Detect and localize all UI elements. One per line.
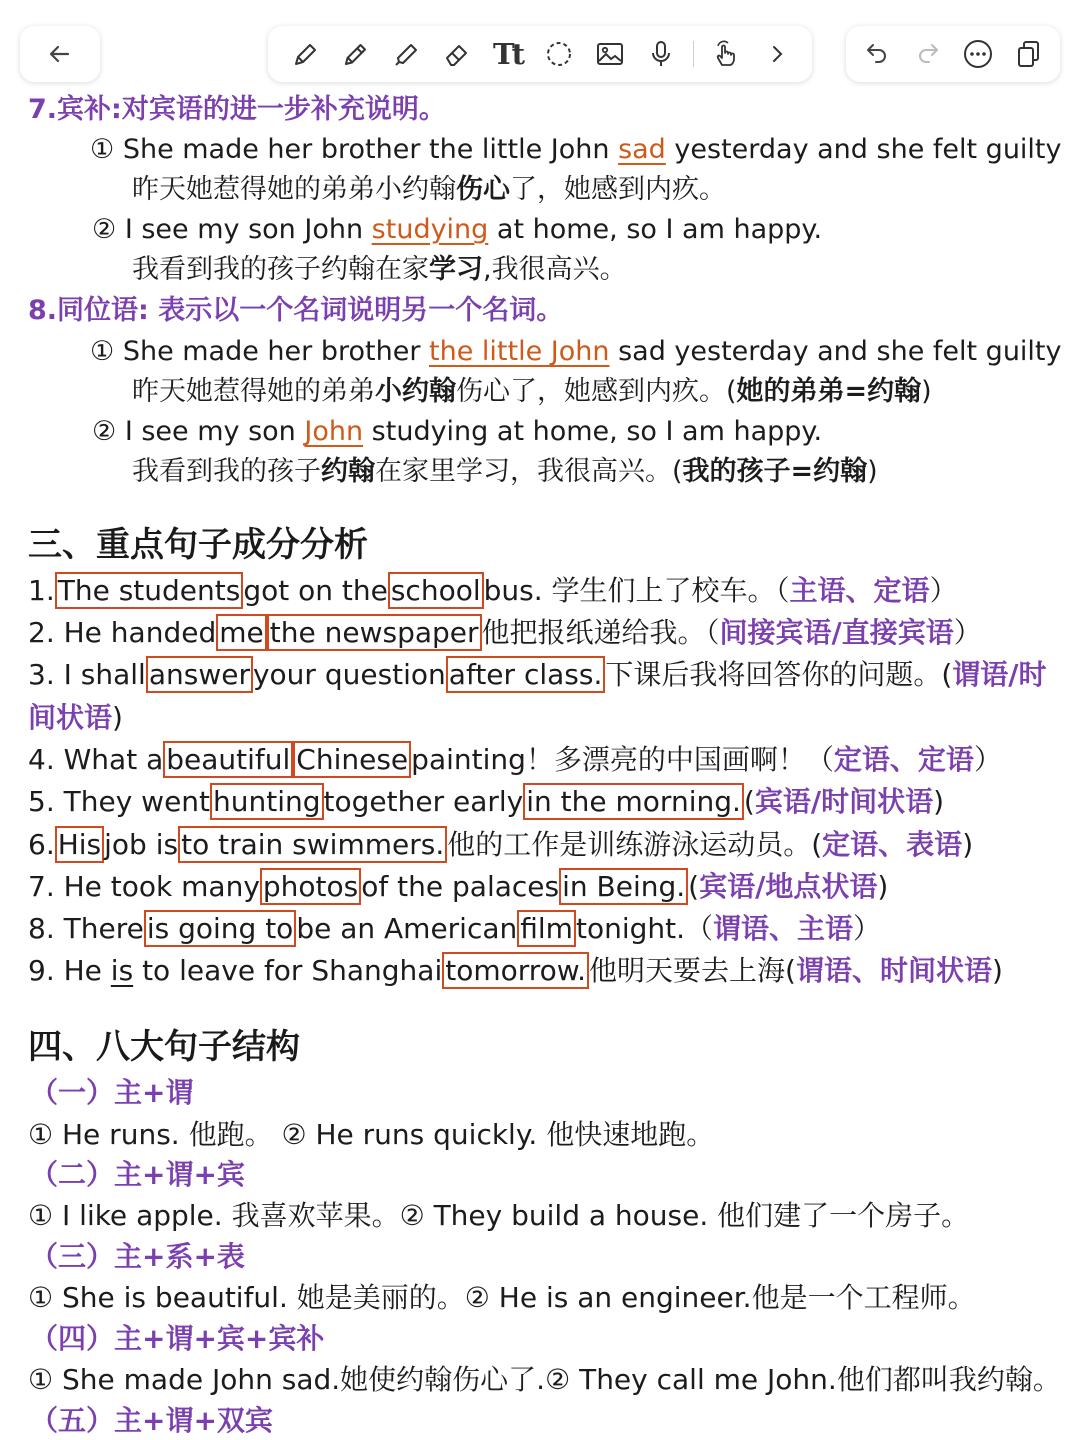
row-text: to leave for Shanghai [133, 954, 443, 987]
highlighter-icon [390, 38, 422, 70]
answer-label: 主语、定语 [789, 574, 930, 607]
underlined-word: sad [618, 134, 666, 165]
circled-number: ① [90, 336, 115, 367]
boxed-phrase: is going to [144, 910, 296, 947]
example-text: sad yesterday and she felt guilty [609, 336, 1062, 367]
example-text: She made her brother [122, 336, 430, 367]
touch-tool[interactable] [707, 35, 745, 73]
translation-bold: 约翰 [321, 456, 375, 487]
example-text: I see my son [124, 416, 305, 447]
pen-tool[interactable] [285, 35, 323, 73]
answer-label: 定语、表语 [822, 828, 963, 861]
row-text: ） [853, 912, 882, 945]
row-text: 4. What a [28, 743, 164, 776]
row-text: job is [104, 828, 179, 861]
chevron-right-icon [765, 42, 789, 66]
s7-example-2 [92, 216, 822, 243]
boxed-phrase: the newspaper [267, 614, 482, 651]
underlined-word: is [110, 954, 134, 987]
row-text: ) [877, 870, 889, 903]
row-text: ) [112, 701, 123, 734]
analysis-row-7 [28, 870, 889, 903]
translation-note: 她的弟弟=约翰 [736, 376, 922, 407]
undo-icon [863, 40, 891, 68]
row-text: 下课后我将回答你的问题。( [605, 658, 953, 691]
section8-title: 8.同位语: 表示以一个名词说明另一个名词。 [28, 295, 564, 326]
redo-icon [914, 40, 942, 68]
boxed-phrase: after class. [446, 656, 606, 693]
structure-2-title: （二）主+谓+宾 [30, 1158, 245, 1191]
boxed-phrase: hunting [210, 783, 324, 820]
row-text: 3. I shall [28, 658, 146, 691]
translation-text: 昨天她惹得她的弟弟小约翰 [132, 174, 456, 205]
row-text: ( [743, 785, 755, 818]
row-text: 他把报纸递给我。（ [481, 616, 720, 649]
more-button[interactable] [959, 35, 997, 73]
translation-bold: 小约翰 [375, 376, 456, 407]
more-icon [962, 38, 994, 70]
section7-title: 7.宾补:对宾语的进一步补充说明。 [28, 94, 446, 125]
s7-example-1 [90, 136, 1062, 163]
pen-icon [288, 38, 320, 70]
structure-4-title: （四）主+谓+宾+宾补 [30, 1322, 325, 1355]
translation-text: 了，她感到内疚。 [510, 174, 726, 205]
s8-example-1 [90, 338, 1062, 365]
boxed-phrase: beautiful [163, 741, 293, 778]
example-text: She made her brother the little John [122, 134, 619, 165]
row-text: be an American [296, 912, 518, 945]
circled-number: ② [92, 416, 117, 447]
toolbar [0, 0, 1080, 92]
arrow-left-icon [46, 40, 74, 68]
translation-text: 我看到我的孩子 [132, 456, 321, 487]
row-text: 5. They went [28, 785, 211, 818]
text-format-icon: Tt [493, 37, 522, 71]
undo-button[interactable] [858, 35, 896, 73]
structure-3-title: （三）主+系+表 [30, 1240, 245, 1273]
analysis-row-3-cont [28, 701, 123, 734]
row-text: of the palaces [361, 870, 560, 903]
structure-3-examples: ① She is beautiful. 她是美丽的。② He is an engineer.他是一个工程师。 [28, 1281, 976, 1314]
s8-translation-2 [132, 458, 878, 485]
structure-1-examples: ① He runs. 他跑。 ② He runs quickly. 他快速地跑。 [28, 1118, 715, 1151]
lasso-icon [543, 38, 575, 70]
translation-text: ) [921, 376, 932, 407]
row-text: 2. He handed [28, 616, 217, 649]
boxed-phrase: tomorrow. [442, 952, 589, 989]
microphone-icon [645, 38, 677, 70]
translation-text: 我看到我的孩子约翰在家 [132, 254, 429, 285]
structure-2-examples: ① I like apple. 我喜欢苹果。② They build a house. 他们建了一个房子。 [28, 1199, 970, 1232]
toolbar-separator [693, 41, 694, 67]
row-text: ) [991, 954, 1003, 987]
pencil-tool[interactable] [336, 35, 374, 73]
translation-text: 伤心了，她感到内疚。( [456, 376, 737, 407]
structure-1-title: （一）主+谓 [30, 1076, 194, 1109]
circled-number: ① [90, 134, 115, 165]
row-text: got on the [243, 574, 388, 607]
answer-label: 间接宾语/直接宾语 [719, 616, 954, 649]
section3-heading: 三、重点句子成分分析 [28, 525, 368, 565]
translation-note: 我的孩子=约翰 [682, 456, 868, 487]
s8-example-2 [92, 418, 822, 445]
lasso-tool[interactable] [540, 35, 578, 73]
row-text: 他明天要去上海( [589, 954, 796, 987]
translation-text: 在家里学习，我很高兴。( [375, 456, 683, 487]
answer-label: 间状语 [28, 701, 113, 734]
section4-heading: 四、八大句子结构 [28, 1027, 300, 1067]
underlined-word: studying [371, 214, 489, 245]
analysis-row-3 [28, 658, 1047, 691]
row-text: 8. There [28, 912, 144, 945]
back-button-container [20, 26, 100, 82]
touch-hand-icon [710, 38, 742, 70]
image-icon [594, 38, 626, 70]
example-text: yesterday and she felt guilty [665, 134, 1062, 165]
analysis-row-8 [28, 912, 882, 945]
boxed-phrase: Chinese [293, 741, 411, 778]
translation-text: ,我很高兴。 [483, 254, 627, 285]
drawing-tools [268, 26, 812, 82]
circled-number: ② [92, 214, 117, 245]
answer-label: 谓语、主语 [713, 912, 854, 945]
underlined-word: John [304, 416, 364, 447]
translation-bold: 学习 [429, 254, 483, 285]
example-text: I see my son John [124, 214, 372, 245]
row-text: 6. [28, 828, 55, 861]
boxed-phrase: in Being. [559, 868, 688, 905]
more-tools-button[interactable] [758, 35, 796, 73]
boxed-phrase: me [216, 614, 267, 651]
boxed-phrase: photos [260, 868, 361, 905]
boxed-phrase: to train swimmers. [178, 826, 447, 863]
answer-label: 谓语、时间状语 [795, 954, 992, 987]
answer-label: 宾语/时间状语 [754, 785, 934, 818]
row-text: painting！多漂亮的中国画啊！（ [411, 743, 834, 776]
row-text: ） [929, 574, 958, 607]
eraser-icon [441, 38, 473, 70]
answer-label: 定语、定语 [833, 743, 974, 776]
answer-label: 宾语/地点状语 [699, 870, 878, 903]
analysis-row-9 [28, 954, 1003, 987]
translation-text: 昨天她惹得她的弟弟 [132, 376, 375, 407]
analysis-row-2 [28, 616, 982, 649]
example-text: studying at home, so I am happy. [363, 416, 823, 447]
translation-text: ) [867, 456, 878, 487]
s7-translation-1 [132, 176, 726, 203]
eraser-tool[interactable] [438, 35, 476, 73]
boxed-phrase: school [388, 572, 484, 609]
translation-bold: 伤心 [456, 174, 510, 205]
s7-translation-2 [132, 256, 627, 283]
boxed-phrase: in the morning. [523, 783, 744, 820]
row-text: 9. He [28, 954, 111, 987]
pencil-icon [339, 38, 371, 70]
s8-translation-1 [132, 378, 932, 405]
structure-5-title: （五）主+谓+双宾 [30, 1404, 273, 1437]
highlighter-tool[interactable] [387, 35, 425, 73]
boxed-phrase: His [55, 826, 104, 863]
text-tool[interactable] [489, 35, 527, 73]
redo-button[interactable] [909, 35, 947, 73]
row-text: ) [933, 785, 945, 818]
analysis-row-5 [28, 785, 945, 818]
row-text: together early [323, 785, 524, 818]
structure-4-examples: ① She made John sad.她使约翰伤心了.② They call me John.他们都叫我约翰。 [28, 1363, 1061, 1396]
underlined-word: the little John [429, 336, 610, 367]
row-number: 1. [28, 574, 55, 607]
row-text: ） [953, 616, 982, 649]
document-actions [846, 26, 1060, 82]
boxed-phrase: answer [146, 656, 253, 693]
pages-icon [1014, 39, 1044, 69]
example-text: at home, so I am happy. [488, 214, 823, 245]
row-text: your question [252, 658, 446, 691]
analysis-row-6 [28, 828, 974, 861]
analysis-row-4 [28, 743, 1002, 776]
row-text: 7. He took many [28, 870, 260, 903]
boxed-phrase: film [517, 910, 576, 947]
pages-button[interactable] [1010, 35, 1048, 73]
analysis-row-1 [28, 574, 958, 607]
row-text: ） [973, 743, 1002, 776]
image-tool[interactable] [591, 35, 629, 73]
back-button[interactable] [41, 35, 79, 73]
row-text: ) [962, 828, 974, 861]
answer-label: 谓语/时 [952, 658, 1047, 691]
row-text: 他的工作是训练游泳运动员。( [447, 828, 823, 861]
microphone-tool[interactable] [642, 35, 680, 73]
row-text: bus. 学生们上了校车。（ [483, 574, 790, 607]
row-text: ( [688, 870, 700, 903]
row-text: tonight.（ [575, 912, 714, 945]
boxed-phrase: The students [55, 572, 244, 609]
